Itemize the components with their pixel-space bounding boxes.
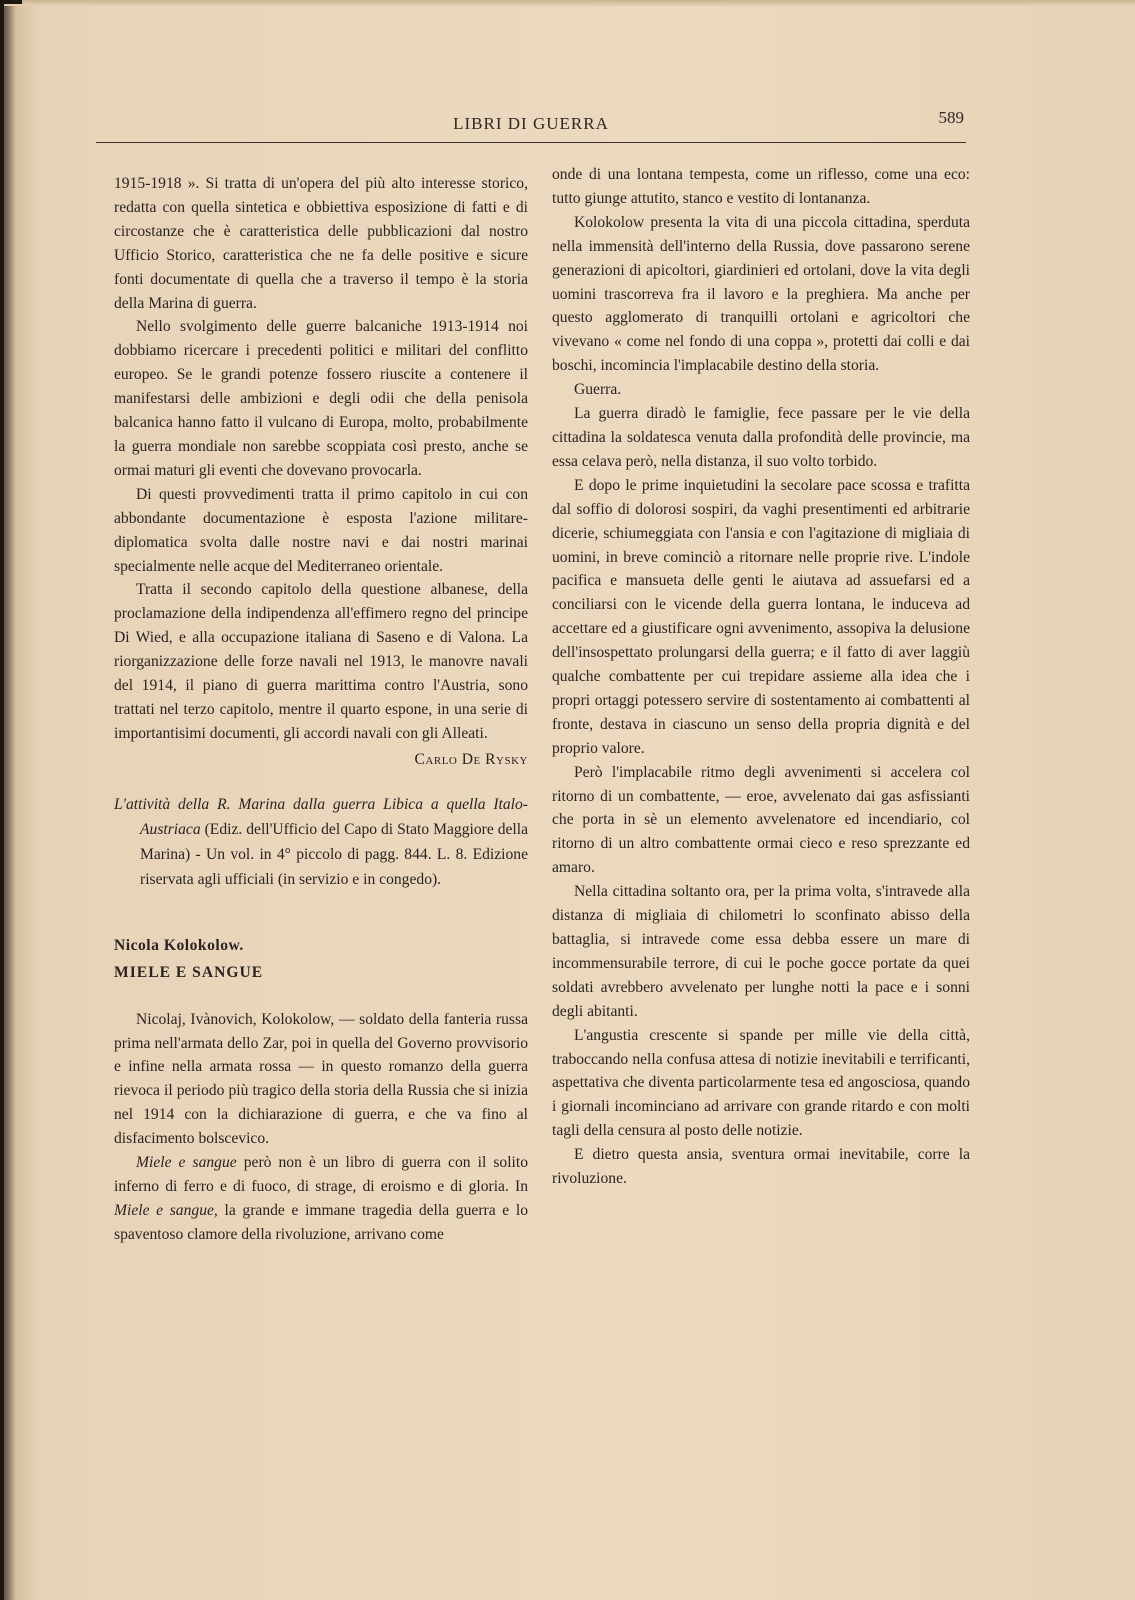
corner-mark	[0, 0, 22, 4]
running-title: LIBRI DI GUERRA	[453, 114, 609, 133]
paragraph: L'angustia crescente si spande per mille vie della città, traboccando nella confusa attesa di notizie inevitabili e terrificanti, aspettativa che diventa particolarmente tesa ed angosciosa, quando i giornali incominciano ad arrivare con grande ritardo e con molti tagli della censura al posto delle notizie.	[552, 1026, 970, 1140]
paragraph: Kolokolow presenta la vita di una piccola cittadina, sperduta nella immensità dell'interno della Russia, dove passarono serene generazioni di apicoltori, giardinieri ed ortolani, dove la vita degli uomini trascorreva fra il lavoro e la preghiera. Ma anche per questo agglomerato di tranquilli ortolani e agricoltori che vivevano « come nel fondo di una coppa », protetti dai colli e dai boschi, incomincia l'implacabile destino della storia.	[552, 213, 970, 375]
paragraph: E dietro questa ansia, sventura ormai inevitabile, corre la rivoluzione.	[552, 1146, 970, 1188]
reviewed-book-details: (Ediz. dell'Ufficio del Capo di Stato Maggiore della Marina) - Un vol. in 4° piccolo di pagg. 844. L. 8. Edizione riservata agli ufficiali (in servizio e in congedo).	[140, 820, 528, 888]
paragraph: onde di una lontana tempesta, come un riflesso, come una eco: tutto giunge attutito, stanco e vestito di lontananza.	[552, 166, 970, 207]
left-column	[114, 172, 528, 1247]
paragraph-text: però non è un libro di guerra con il solito inferno di ferro e di fuoco, di strage, di eroismo e di gloria. In	[114, 1154, 528, 1195]
paragraph	[114, 1151, 528, 1247]
paragraph: La guerra diradò le famiglie, fece passare per le vie della cittadina la soldatesca venuta dalla profondità delle provincie, ma essa celava però, nella distanza, il suo volto torbido.	[552, 405, 970, 470]
book-author-heading: Nicola Kolokolow.	[114, 936, 244, 954]
page-number: 589	[938, 108, 964, 127]
paragraph-text: la grande e immane tragedia della guerra e lo spaventoso clamore della rivoluzione, arrivano come	[114, 1201, 529, 1243]
page-top-edge	[0, 0, 1135, 6]
binding-spine	[0, 0, 4, 1600]
review-entry	[114, 792, 528, 892]
right-column	[552, 163, 970, 1191]
reviewer-signature: Carlo De Rysky	[414, 750, 528, 768]
book-title-heading: MIELE E SANGUE	[114, 963, 264, 981]
paragraph: Di questi provvedimenti tratta il primo capitolo in cui con abbondante documentazione è esposta l'azione militare-diplomatica svolta dalle nostre navi e dai nostri marinai specialmente nelle acque del Mediterraneo orientale.	[114, 485, 528, 575]
paragraph: Però l'implacabile ritmo degli avvenimenti si accelera col ritorno di un combattente, — eroe, avvelenato dai gas asfissianti che porta in sè un elemento avvelenatore ed incendiario, col ritorno di un altro combattente ormai cieco e reso sprezzante ed amaro.	[552, 763, 970, 877]
paragraph: E dopo le prime inquietudini la secolare pace scossa e trafitta dal soffio di dolorosi sospiri, da vaghi presentimenti ed arbitrarie dicerie, schiumeggiata con l'ansia e con l'agitazione di migliaia di uomini, in breve cominciò a ritornare nelle proprie rive. L'indole pacifica e mansueta delle genti le aiutava ad assuefarsi ed a conciliarsi con le vicende della guerra lontana, le induceva ad accettare ed a giustificare ogni avvenimento, assopiva la delusione dell'insospettato prolungarsi della guerra; e il fatto di aver laggiù qualche combattente per cui trepidare assieme alla idea che i propri ortaggi potessero servire di sostentamento ai combattenti al fronte, destava in ciascuno un senso della propria dignità e del proprio valore.	[552, 476, 970, 757]
inline-book-title: Miele e sangue	[136, 1154, 237, 1172]
paragraph: Guerra.	[574, 381, 622, 399]
paragraph: Nello svolgimento delle guerre balcaniche 1913-1914 noi dobbiamo ricercare i precedenti politici e militari del conflitto europeo. Se le grandi potenze fossero riuscite a contenere il manifestarsi delle ambizioni e degli odii che della penisola balcanica hanno fatto il vulcano di Europa, molto, probabilmente la guerra mondiale non sarebbe scoppiata così presto, anche se ormai maturi gli eventi che dovevano provocarla.	[114, 318, 528, 479]
inline-book-title: Miele e sangue,	[114, 1201, 218, 1219]
paragraph: Nicolaj, Ivànovich, Kolokolow, — soldato della fanteria russa prima nell'armata dello Zar, poi in quella del Governo provvisorio e infine nella armata rossa — in questo romanzo della guerra rievoca il periodo più tragico della storia della Russia che si inizia nel 1914 con la dichiarazione di guerra, e che va fino al disfacimento bolscevico.	[114, 1010, 528, 1148]
reviewed-book-title: L'attività della R. Marina dalla guerra Libica a quella Italo-Austriaca	[114, 795, 528, 838]
paragraph: Nella cittadina soltanto ora, per la prima volta, s'intravede alla distanza di migliaia di chilometri lo sconfinato abisso della battaglia, si intravede come essa debba essere un mare di incommensurabile terrore, di cui le poche gocce portate da quei soldati avrebbero avvelenato per lunghe notti la pace e i sonni degli abitanti.	[552, 883, 970, 1020]
paragraph: 1915-1918 ». Si tratta di un'opera del più alto interesse storico, redatta con quella sintetica e obbiettiva esposizione di fatti e di circostanze che è caratteristica delle pubblicazioni dal nostro Ufficio Storico, caratteristica che ne fa delle positive e sicure fonti documentate di quella che a traverso il tempo è la storia della Marina di guerra.	[114, 175, 528, 312]
page-header	[96, 108, 966, 143]
paragraph: Tratta il secondo capitolo della questione albanese, della proclamazione della indipendenza all'effimero regno del principe Di Wied, e alla occupazione italiana di Saseno e di Valona. La riorganizzazione delle forze navali nel 1913, le manovre navali del 1914, il piano di guerra marittima contro l'Austria, sono trattati nel terzo capitolo, mentre il quarto espone, in una serie di importantisimi documenti, gli accordi navali con gli Alleati.	[114, 581, 528, 742]
